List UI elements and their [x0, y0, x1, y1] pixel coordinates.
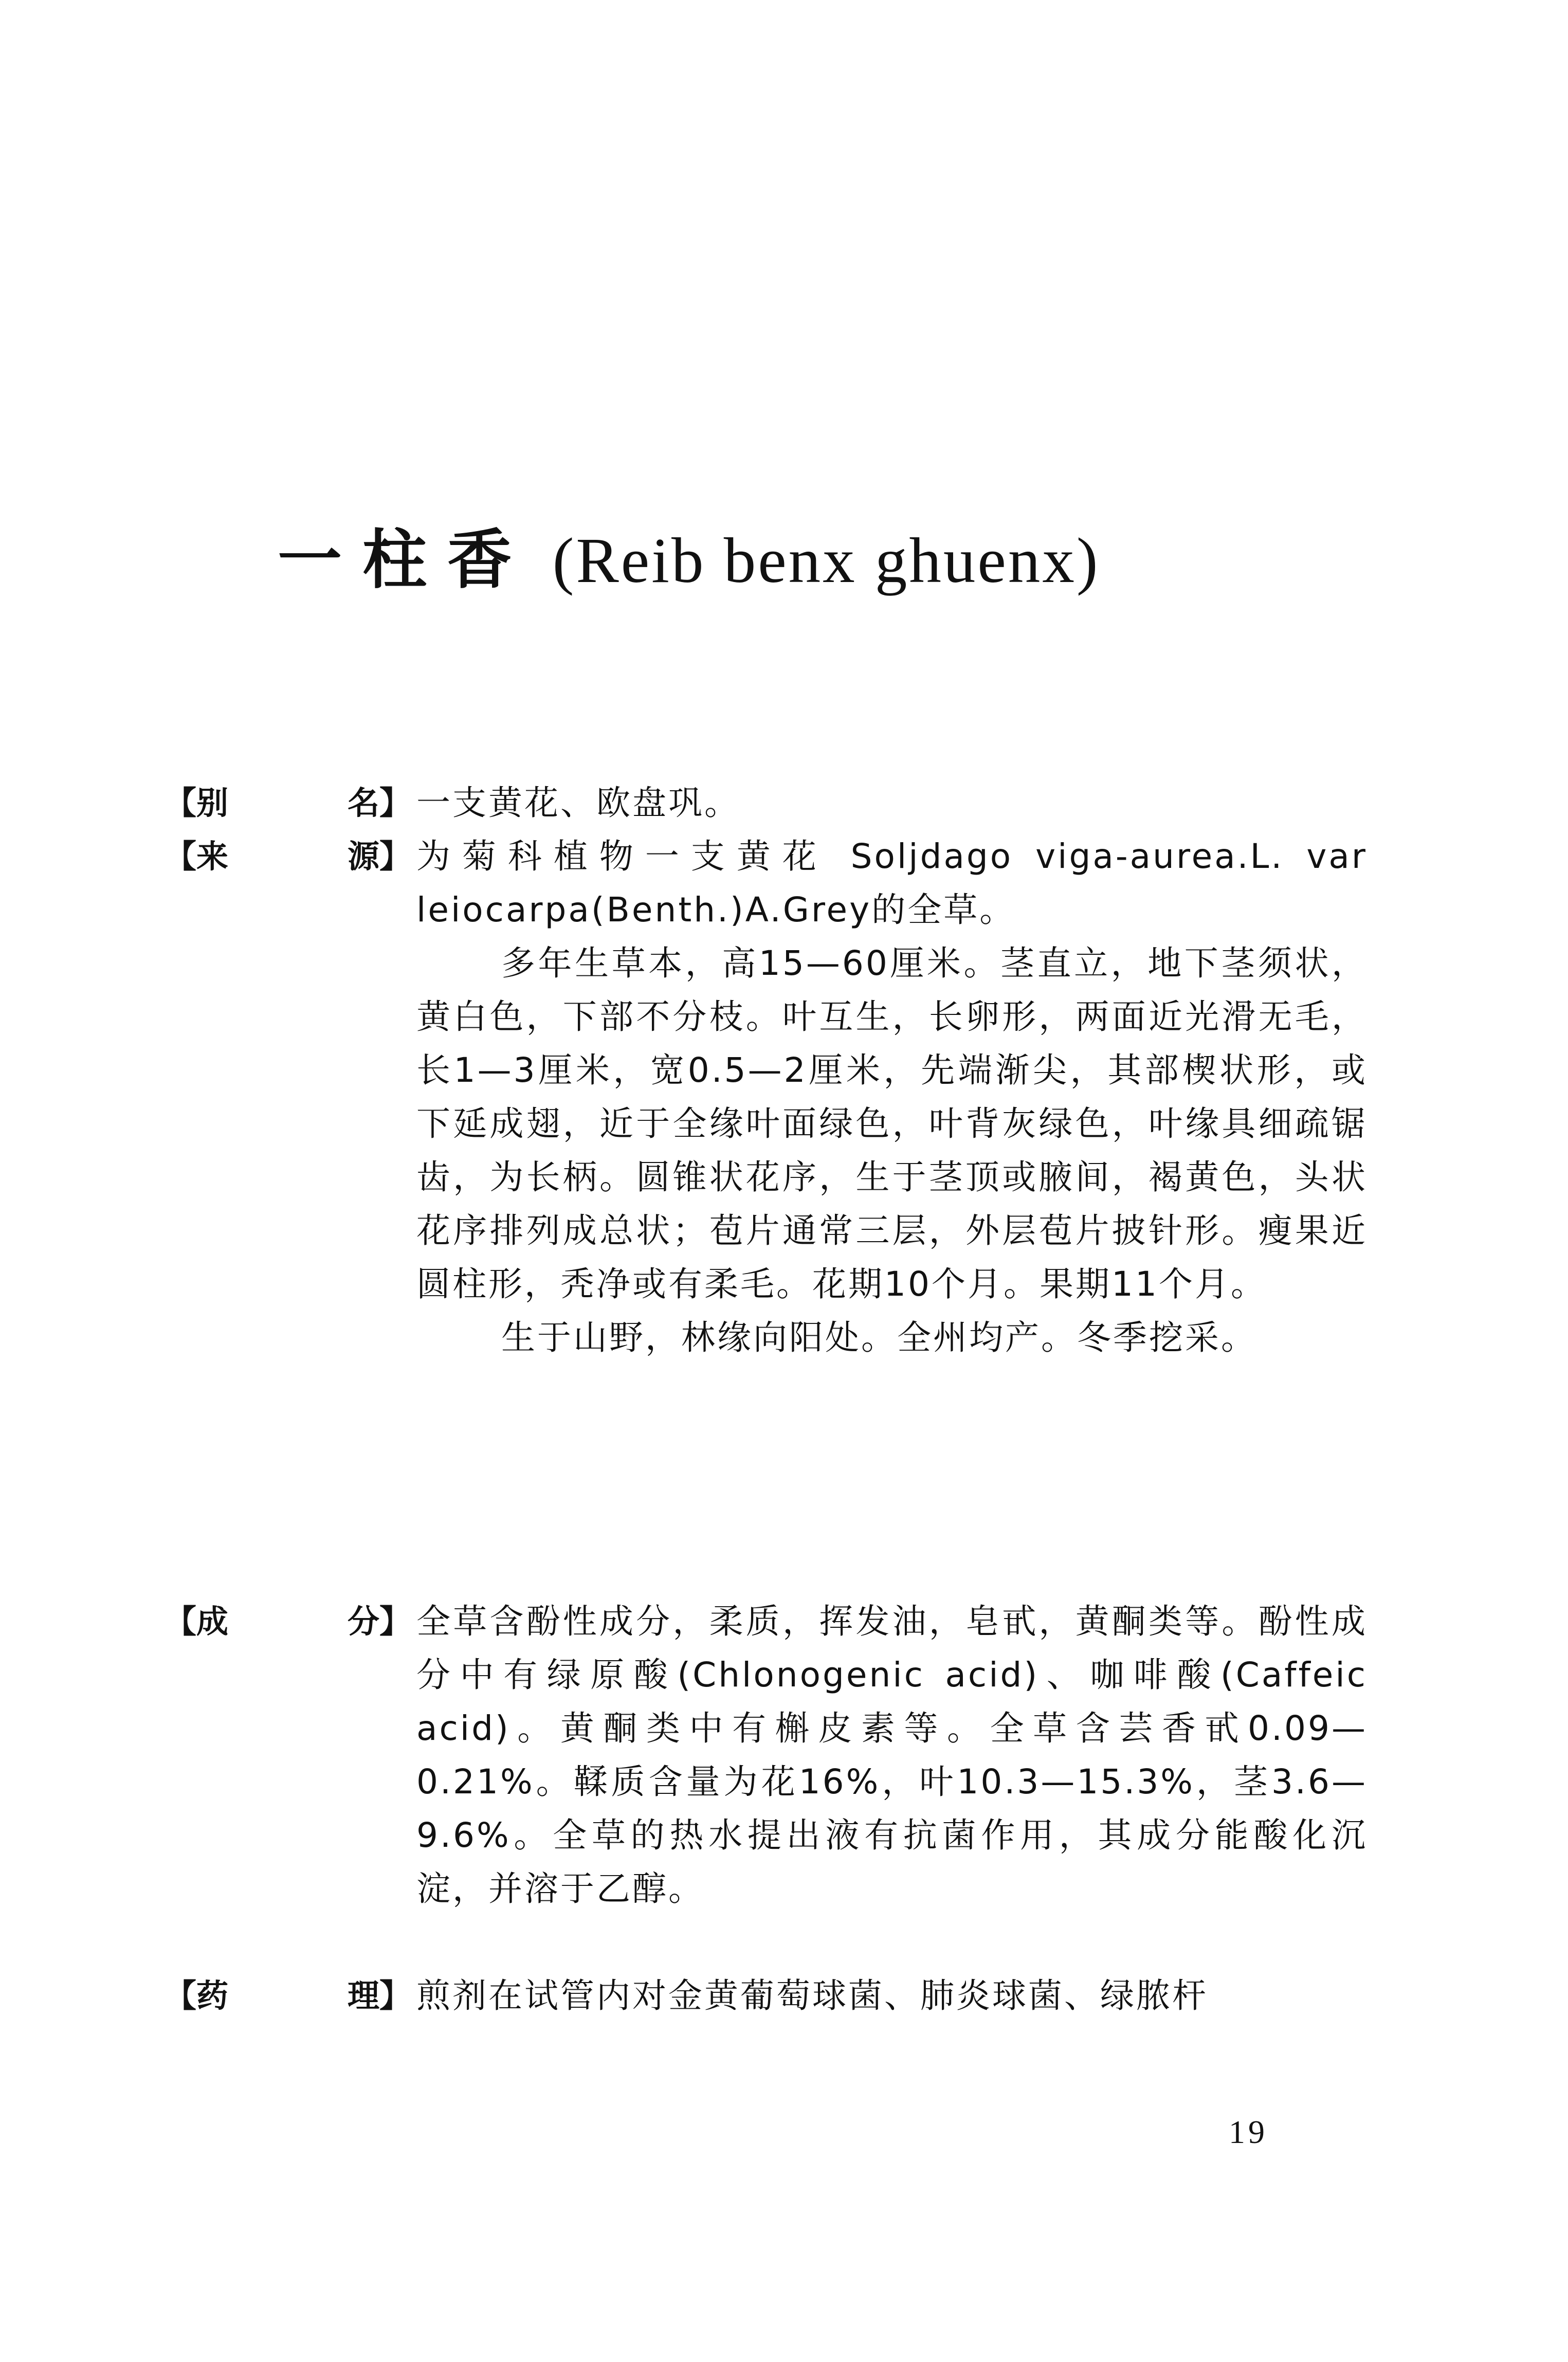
section-label: [165, 1595, 411, 1648]
title-latin: (Reib benx ghuenx): [552, 525, 1100, 596]
section-content: [416, 776, 1368, 830]
paragraph: 多年生草本，高15—60厘米。茎直立，地下茎须状，黄白色，下部不分枝。叶互生，长卵形，两面近光滑无毛，长1—3厘米，宽0.5—2厘米，先端渐尖，其部楔状形，或下延成翅，近于全缘叶面绿色，叶背灰绿色，叶缘具细疏锯齿，为长柄。圆锥状花序，生于茎顶或腋间，褐黄色，头状花序排列成总状；苞片通常三层，外层苞片披针形。瘦果近圆柱形，秃净或有柔毛。花期10个月。果期11个月。: [416, 943, 1368, 1304]
page-title: [278, 519, 1100, 602]
paragraph: 一支黄花、欧盘巩。: [416, 783, 740, 823]
section-label-end: 源】: [347, 838, 411, 875]
section-label-start: 【药: [165, 1977, 229, 2014]
paragraph: 全草含酚性成分，柔质，挥发油，皂甙，黄酮类等。酚性成分中有绿原酸(Chlonogenic acid)、咖啡酸(Caffeic acid)。黄酮类中有槲皮素等。全草含芸香甙0.09—0.21%。鞣质含量为花16%，叶10.3—15.3%，茎3.6—9.6%。全草的热水提出液有抗菌作用，其成分能酸化沉淀，并溶于乙醇。: [416, 1602, 1368, 1909]
section-label: [165, 830, 411, 883]
paragraph: 煎剂在试管内对金黄葡萄球菌、肺炎球菌、绿脓杆: [416, 1976, 1208, 2015]
page-number: 19: [1229, 2114, 1268, 2150]
section-label-end: 名】: [347, 784, 411, 822]
section-label-start: 【别: [165, 784, 229, 822]
paragraph: 为菊科植物一支黄花 Soljdago viga-aurea.L. var leiocarpa(Benth.)A.Grey的全草。: [416, 837, 1368, 930]
section-label-end: 分】: [347, 1603, 411, 1640]
paragraph: 生于山野，林缘向阳处。全州均产。冬季挖采。: [501, 1318, 1257, 1357]
section-content: [416, 1595, 1368, 1916]
section-content: [416, 830, 1368, 1365]
section-content: [416, 1969, 1368, 2023]
section-label-start: 【来: [165, 838, 229, 875]
title-chinese: 一柱香: [278, 523, 532, 597]
section-label: [165, 1969, 411, 2023]
section-label-start: 【成: [165, 1603, 229, 1640]
section-label: [165, 776, 411, 830]
section-label-end: 理】: [347, 1977, 411, 2014]
